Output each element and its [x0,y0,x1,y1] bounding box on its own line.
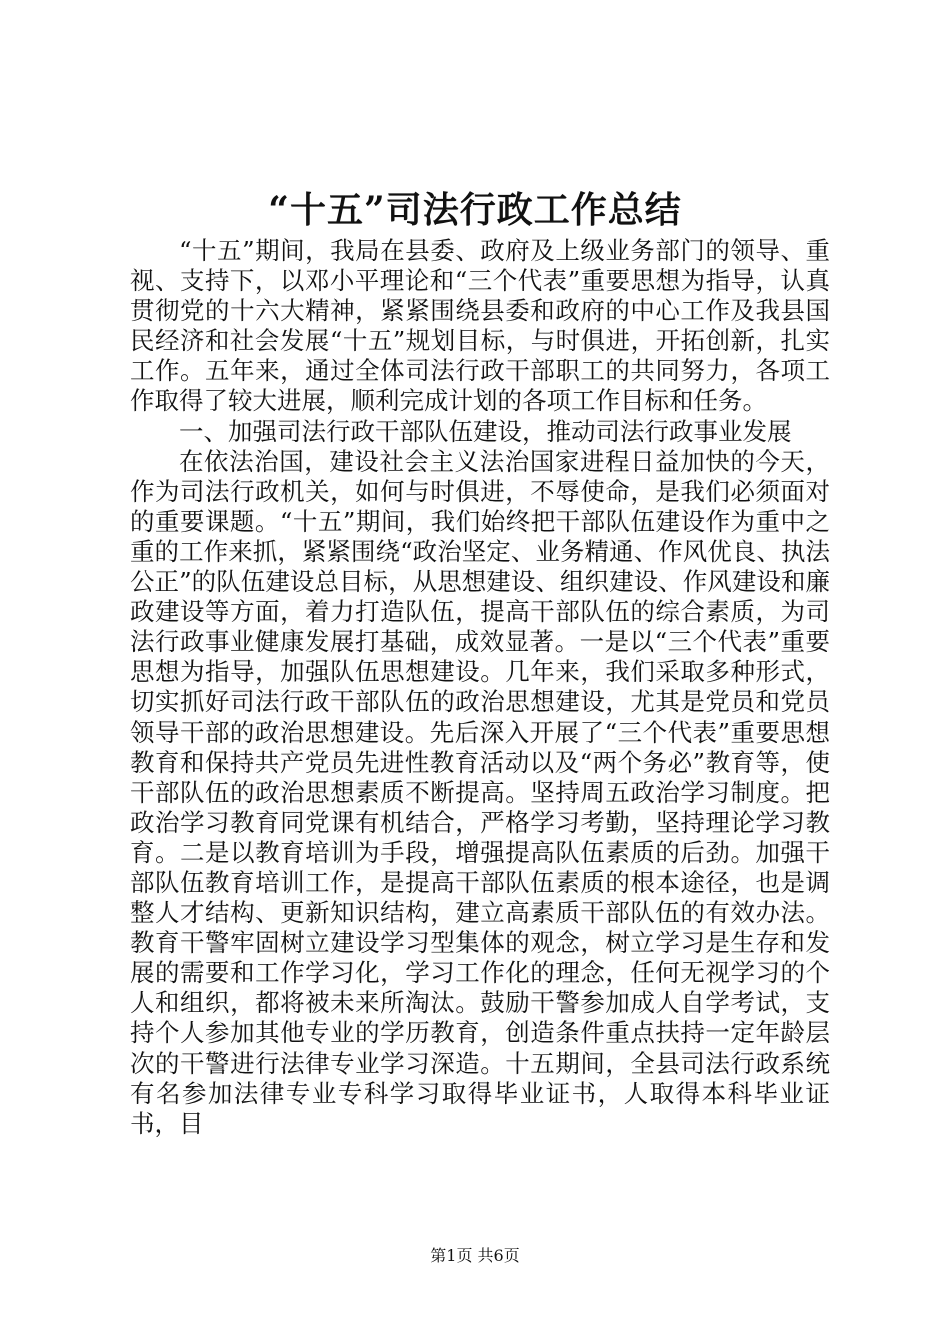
document-title: “十五”司法行政工作总结 [268,189,682,231]
section-1-heading: 一、加强司法行政干部队伍建设，推动司法行政事业发展 [179,416,792,446]
document-body [130,236,830,1139]
section-1-paragraph: 在依法治国，建设社会主义法治国家进程日益加快的今天，作为司法行政机关，如何与时俱进，不辱使命，是我们必须面对的重要课题。“十五”期间，我们始终把干部队伍建设作为重中之重的工作来抓，紧紧围绕“政治坚定、业务精通、作风优良、执法公正”的队伍建设总目标，从思想建设、组织建设、作风建设和廉政建设等方面，着力打造队伍，提高干部队伍的综合素质，为司法行政事业健康发展打基础，成效显著。一是以“三个代表”重要思想为指导，加强队伍思想建设。几年来，我们采取多种形式，切实抓好司法行政干部队伍的政治思想建设，尤其是党员和党员领导干部的政治思想建设。先后深入开展了“三个代表”重要思想教育和保持共产党员先进性教育活动以及“两个务必”教育等，使干部队伍的政治思想素质不断提高。坚持周五政治学习制度。把政治学习教育同党课有机结合，严格学习考勤，坚持理论学习教育。二是以教育培训为手段，增强提高队伍素质的后劲。加强干部队伍教育培训工作，是提高干部队伍素质的根本途径，也是调整人才结构、更新知识结构，建立高素质干部队伍的有效办法。教育干警牢固树立建设学习型集体的观念，树立学习是生存和发展的需要和工作学习化，学习工作化的理念，任何无视学习的个人和组织，都将被未来所淘汰。鼓励干警参加成人自学考试，支持个人参加其他专业的学历教育，创造条件重点扶持一定年龄层次的干警进行法律专业学习深造。十五期间，全县司法行政系统有名参加法律专业专科学习取得毕业证书，人取得本科毕业证书，目 [130,446,830,1138]
intro-paragraph: “十五”期间，我局在县委、政府及上级业务部门的领导、重视、支持下，以邓小平理论和“三个代表”重要思想为指导，认真贯彻党的十六大精神，紧紧围绕县委和政府的中心工作及我县国民经济和社会发展“十五”规划目标，与时俱进，开拓创新，扎实工作。五年来，通过全体司法行政干部职工的共同努力，各项工作取得了较大进展，顺利完成计划的各项工作目标和任务。 [130,236,830,416]
page-number: 第1页 共6页 [430,1246,520,1265]
